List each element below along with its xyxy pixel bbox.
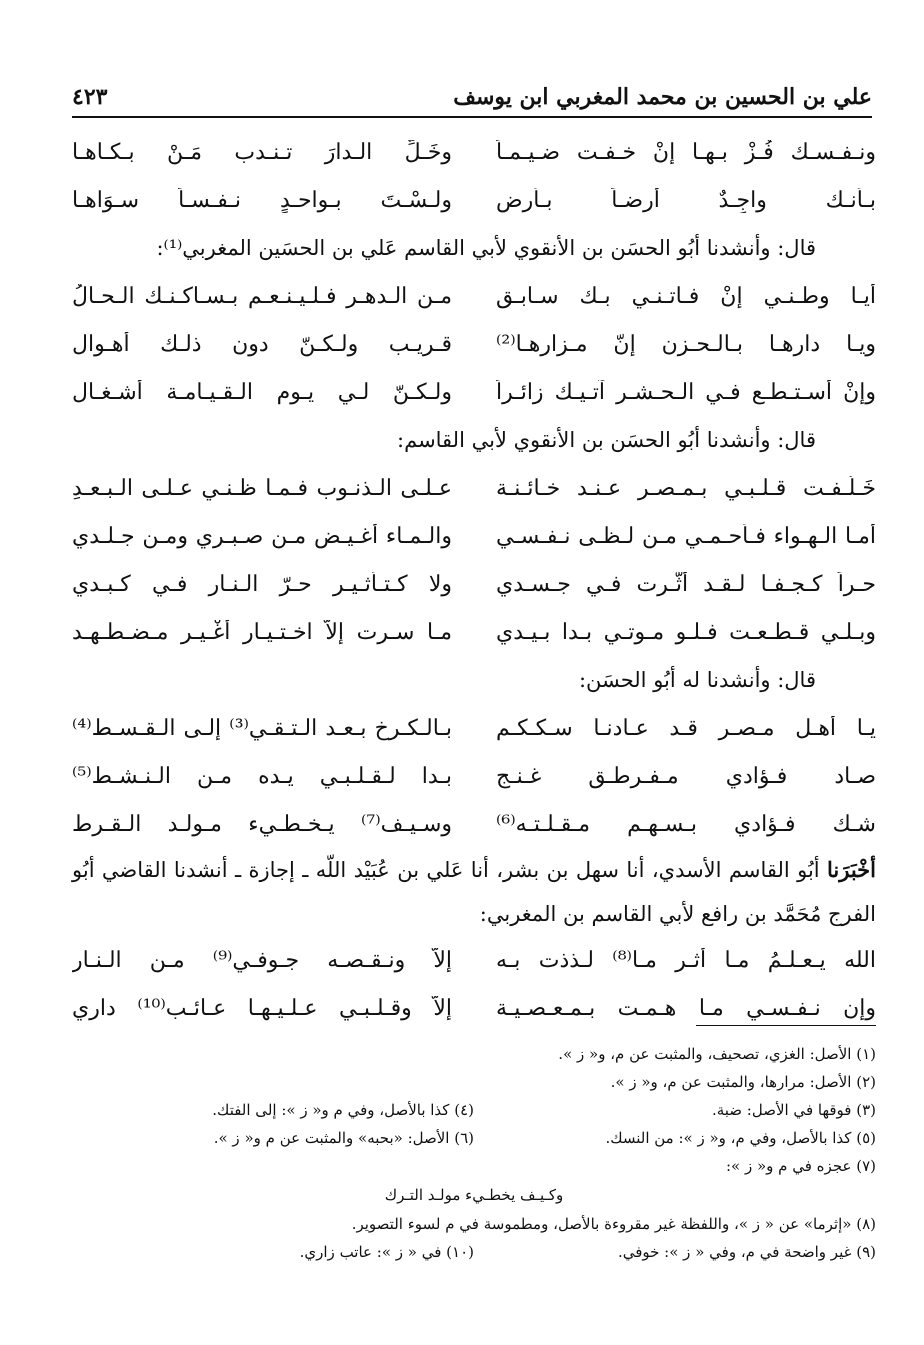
first-hemistich: خَـلّـفـت قـلـبـي بـمـصـر عـنـد خـائـنـة bbox=[496, 475, 876, 501]
second-hemistich: إلاّ ونـقـصـه جـوفـي⁽⁹⁾ مـن الـنـار bbox=[72, 947, 452, 973]
footnote-pair bbox=[72, 1238, 876, 1266]
first-hemistich: وبـلـي قـطـعـت فـلـو مـوتـي بـدا بـيـدي bbox=[496, 619, 876, 645]
first-hemistich: ويـا دارهـا بـالـحـزن إنّ مـزارهـا⁽²⁾ bbox=[496, 331, 876, 357]
footnote: (٥) كذا بالأصل، وفي م، و« ز »: من النسك. bbox=[605, 1129, 876, 1147]
footnote: (٩) غير واضحة في م، وفي « ز »: خوفي. bbox=[617, 1243, 876, 1261]
first-hemistich: الله يـعـلـمُ مـا أثـر مـا⁽⁸⁾ لـذذت بـه bbox=[496, 947, 876, 973]
verse-line bbox=[72, 800, 876, 848]
narration-line: قال: وأنشدنا له أبُو الحسَن: bbox=[578, 668, 816, 692]
second-hemistich: ولا كـتـأثـيـر حـرّ الـنـار فـي كـبـدي bbox=[72, 571, 452, 597]
first-hemistich: أيـا وطـنـي إنْ فـاتـنـي بـك سـابـق bbox=[496, 283, 876, 309]
prose-paragraph bbox=[72, 848, 876, 936]
narration-line: قال: وأنشدنا أبُو الحسَن بن الأنقوي لأبي القاسم: bbox=[397, 428, 816, 452]
verse-line bbox=[72, 752, 876, 800]
footnote-quoted-verse: وكـيـف يخطـيء مولـد التـرك bbox=[384, 1186, 564, 1204]
footnote-pair bbox=[72, 1096, 876, 1124]
first-hemistich: ونـفـسـك فُـزْ بـهـا إنْ خـفـت ضـيـمـاً bbox=[496, 139, 876, 165]
footnotes bbox=[72, 1040, 876, 1266]
paragraph-text: أبُو القاسم الأسدي، أنا سهل بن بشر، أنا عَلي بن عُبَيْد اللّه ـ إجازة ـ أنشدنا القاضي أبُو الفرج مُحَمَّد بن رافع لأبي القاسم بن المغربي: bbox=[72, 858, 876, 926]
footnote: (١) الأصل: الغزي، تصحيف، والمثبت عن م، و« ز ». bbox=[558, 1045, 876, 1063]
first-hemistich: حـراً كـجـفـا لـقـد أثّـرت فـي جـسـدي bbox=[496, 571, 876, 597]
paragraph-lead-word: أخْبَرَنا bbox=[827, 857, 876, 882]
second-hemistich: والـمـاء أغـيـض مـن صـبـري ومـن جـلـدي bbox=[72, 523, 452, 549]
verse-line bbox=[72, 608, 876, 656]
footnote: (١٠) في « ز »: عاتب زاري. bbox=[299, 1243, 474, 1261]
verse-line bbox=[72, 272, 876, 320]
second-hemistich: مـن الـدهـر فـلـيـنـعـم بـسـاكـنـك الـحـالُ bbox=[72, 283, 452, 309]
verse-line bbox=[72, 512, 876, 560]
narration-line: قال: وأنشدنا أبُو الحسَن بن الأنقوي لأبي القاسم عَلي بن الحسَين المغربي⁽¹⁾: bbox=[156, 236, 816, 260]
second-hemistich: مـا سـرت إلاّ اخـتـيـار أغْـيـر مـضـطـهـد bbox=[72, 619, 452, 645]
verse-line bbox=[72, 368, 876, 416]
second-hemistich: ولـكـنّ لـي يـوم الـقـيـامـة أشـغـال bbox=[72, 379, 452, 405]
running-header bbox=[72, 70, 872, 118]
second-hemistich: عـلـى الـذنـوب فـمـا ظـنـي عـلـى الـبـعـدِ bbox=[72, 475, 452, 501]
main-text bbox=[72, 128, 876, 1032]
page-number: ٤٢٣ bbox=[72, 84, 108, 110]
verse-line bbox=[72, 560, 876, 608]
footnote: (٧) عجزه في م و« ز »: bbox=[725, 1157, 876, 1175]
footnote-separator bbox=[696, 1025, 876, 1026]
verse-line bbox=[72, 464, 876, 512]
verse-line bbox=[72, 128, 876, 176]
second-hemistich: قـريـب ولـكـنّ دون ذلـك أهـوال bbox=[72, 331, 452, 357]
second-hemistich: ولـسْـتَ بـواحـدٍ نـفـسـاً سـوَاهـا bbox=[72, 187, 452, 213]
first-hemistich: وإن نـفـسـي مـا هـمـت بـمـعـصـيـة bbox=[496, 995, 876, 1021]
second-hemistich: بـدا لـقـلـبـي يـده مـن الـنـشـط⁽⁵⁾ bbox=[72, 763, 452, 789]
first-hemistich: يـا أهـل مـصـر قـد عـادنـا سـكـكـم bbox=[496, 715, 876, 741]
second-hemistich: وخَـلِّ الـدارَ تـنـدب مَـنْ بـكـاهـا bbox=[72, 139, 452, 165]
first-hemistich: شـك فـؤادي بـسـهـم مـقـلـتـه⁽⁶⁾ bbox=[496, 811, 876, 837]
footnote: (٨) «إثرما» عن « ز »، واللفظة غير مقروءة بالأصل، ومطموسة في م لسوء التصوير. bbox=[351, 1215, 876, 1233]
verse-line bbox=[72, 704, 876, 752]
footnote: (٤) كذا بالأصل، وفي م و« ز »: إلى الفتك. bbox=[212, 1101, 474, 1119]
footnote: (٦) الأصل: «بحبه» والمثبت عن م و« ز ». bbox=[213, 1129, 474, 1147]
first-hemistich: بـأنـك واجِـدٌ أرضـاً بـأرضٍ bbox=[496, 187, 876, 213]
first-hemistich: صـاد فـؤادي مـفـرطـق غـنـج bbox=[496, 763, 876, 789]
second-hemistich: وسـيـف⁽⁷⁾ يـخـطـيء مـولـد الـقـرط bbox=[72, 811, 452, 837]
verse-line bbox=[72, 320, 876, 368]
second-hemistich: إلاّ وقـلـبـي عـلـيـهـا عـائـب⁽¹⁰⁾ داري bbox=[72, 995, 452, 1021]
second-hemistich: بـالـكـرخ بـعـد الـتـقـي⁽³⁾ إلـى الـقـسـط⁽⁴⁾ bbox=[72, 715, 452, 741]
verse-line bbox=[72, 936, 876, 984]
footnote-pair bbox=[72, 1124, 876, 1152]
header-title: علي بن الحسين بن محمد المغربي ابن يوسف bbox=[453, 84, 872, 110]
verse-line bbox=[72, 176, 876, 224]
first-hemistich: وإنْ أسـتـطـع فـي الـحـشـر آتـيـك زائـراً bbox=[496, 379, 876, 405]
footnote: (٢) الأصل: مرارها، والمثبت عن م، و« ز ». bbox=[610, 1073, 876, 1091]
footnote: (٣) فوقها في الأصل: ضبة. bbox=[711, 1101, 876, 1119]
first-hemistich: أمـا الـهـواء فـأحـمـي مـن لـظـى نـفـسـي bbox=[496, 523, 876, 549]
